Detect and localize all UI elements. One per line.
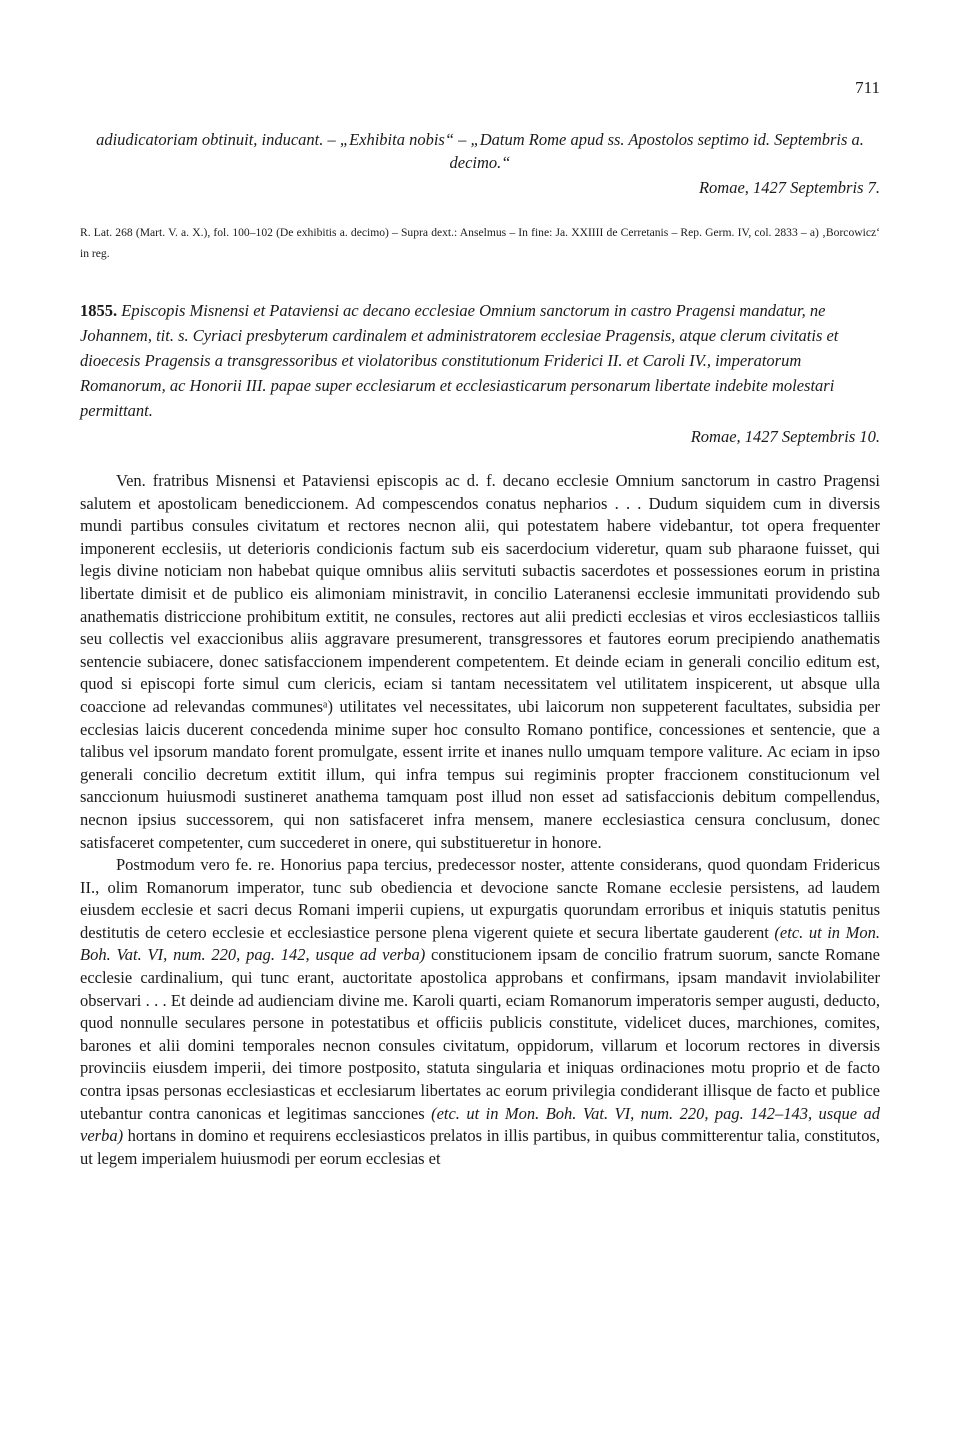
page-number: 711 (855, 78, 880, 97)
document-body (80, 470, 880, 1170)
paragraph-2-reference-1: (etc. ut in Mon. Boh. Vat. VI, num. 220, pag. 142, usque ad verba) (80, 922, 880, 965)
paragraph-2 (80, 854, 880, 1170)
paragraph-2-reference-2: (etc. ut in Mon. Boh. Vat. VI, num. 220, pag. 142–143, usque ad verba) (80, 1103, 880, 1146)
paragraph-1: Ven. fratribus Misnensi et Pataviensi episcopis ac d. f. decano ecclesie Omnium sanctorum in castro Pragensi salutem et apostolicam benediccionem. Ad compescendos conatus nepharios . . . Dudum siquidem cum in diversis mundi partibus consules civitatum et rectores necnon alii, qui potestatem habere videbantur, tot opera frequenter imponerent ecclesiis, ut deterioris condicionis factum sub eis sacerdocium videretur, quam sub pharaone fuisset, qui legis divine noticiam non habebat quique omnibus aliis servituti subactis sacerdotes et possessiones eorum in pristina libertate dimisit et de publico eis alimoniam ministravit, in concilio Lateranensi ecclesie immunitati providendo sub anathematis districcione prohibitum extitit, ne consules, rectores aut alii predicti ecclesias et viros ecclesiasticos talliis seu collectis vel exaccionibus aliis aggravare presumerent, transgressores et fautores eorum precipiendo anathematis sentencie subiacere, donec satisfaccionem impenderent competentem. Et deinde eciam in generali concilio editum est, quod si episcopi forte simul cum clericis, eciam si tantam necessitatem vel utilitatem inspicerent, ut absque ulla coaccione ad relevandas communesᵃ) utilitates vel necessitates, ubi laicorum non suppeterent facultates, subsidia per ecclesias laicis ducerent concedenda minime super hoc consulto Romano pontifice, concessiones et sentencie, que a talibus vel ipsorum mandato forent promulgate, essent irrite et inanes nullo umquam tempore valiture. Ac eciam in ipso generali concilio decretum extitit illum, qui infra tempus sui regiminis propter fraccionem constitucionum vel sanccionum huiusmodi sustineret anathema tamquam post illud non esset ad satisfaccionis debitum compellendus, necnon ipsius successorem, qui non satisfaceret infra mensem, manere ecclesiastica censura conclusum, donec satisfaceret competenter, cum succederet in onere, qui substitueretur in honore. (80, 471, 880, 852)
paragraph-2-part-a: Postmodum vero fe. re. Honorius papa tercius, predecessor noster, attente considerans, quod quondam Fridericus II., olim Romanorum imperator, tunc sub obediencia et devocione sancte Romane ecclesie persistens, ad laudem eiusdem ecclesie et sacri decus Romani imperii cupiens, ut expurgatis quorundam erroribus et iniquis statutis penitus destitutis de cetero ecclesie et ecclesiastice persone plena vigerent quiete et secura libertate gauderent (80, 855, 880, 942)
previous-document-date: Romae, 1427 Septembris 7. (698, 178, 880, 197)
previous-document-closing: adiudicatoriam obtinuit, inducant. – „Exhibita nobis“ – „Datum Rome apud ss. Apostolos septimo id. Septembris a. decimo.“ (96, 130, 864, 172)
regest-text: Episcopis Misnensi et Pataviensi ac decano ecclesiae Omnium sanctorum in castro Pragensi mandatur, ne Johannem, tit. s. Cyriaci presbyterum cardinalem et administratorem ecclesiae Pragensis, atque clerum civitatis et dioecesis Pragensis a transgressoribus et violatoribus constitutionum Friderici II. et Caroli IV., imperatorum Romanorum, ac Honorii III. papae super ecclesiarum et ecclesiasticarum personarum libertate indebite molestari permittant. (80, 301, 839, 420)
paragraph-2-part-c: hortans in domino et requirens ecclesiasticos prelatos in illis partibus, in quibus committerentur talia, constitutos, ut legem imperialem huiusmodi per eorum ecclesias et (80, 1126, 880, 1168)
paragraph-2-part-b: constitucionem ipsam de concilio fratrum suorum, sancte Romane ecclesie cardinalium, qui tunc erant, auctoritate apostolica approbans et confirmans, ipsam mandavit inviolabiliter observari . . . Et deinde ad audienciam divine me. Karoli quarti, eciam Romanorum imperatoris semper augusti, deducto, quod nonnulle seculares persone in potestatibus et officiis publicis constitute, videlicet duces, marchiones, comites, barones et alii domini temporales necnon consules civitatum, oppidorum, villarum et locorum rectores in diversis provinciis eiusdem imperii, dei timore postposito, statuta singularia et iniquas ordinaciones motu proprio et de facto contra ipsas personas ecclesiasticas et ecclesiarum libertates ac eorum privilegia condiderant illisque de facto et publice utebantur contra canonicas et legitimas sancciones (80, 945, 881, 1123)
document-number: 1855. (80, 301, 118, 320)
document-date: Romae, 1427 Septembris 10. (690, 427, 880, 446)
source-note: R. Lat. 268 (Mart. V. a. X.), fol. 100–102 (De exhibitis a. decimo) – Supra dext.: Anselmus – In fine: Ja. XXIIII de Cerretanis – Rep. Germ. IV, col. 2833 – a) ‚Borcowicz‘ in reg. (80, 226, 880, 260)
document-regest (80, 298, 880, 423)
